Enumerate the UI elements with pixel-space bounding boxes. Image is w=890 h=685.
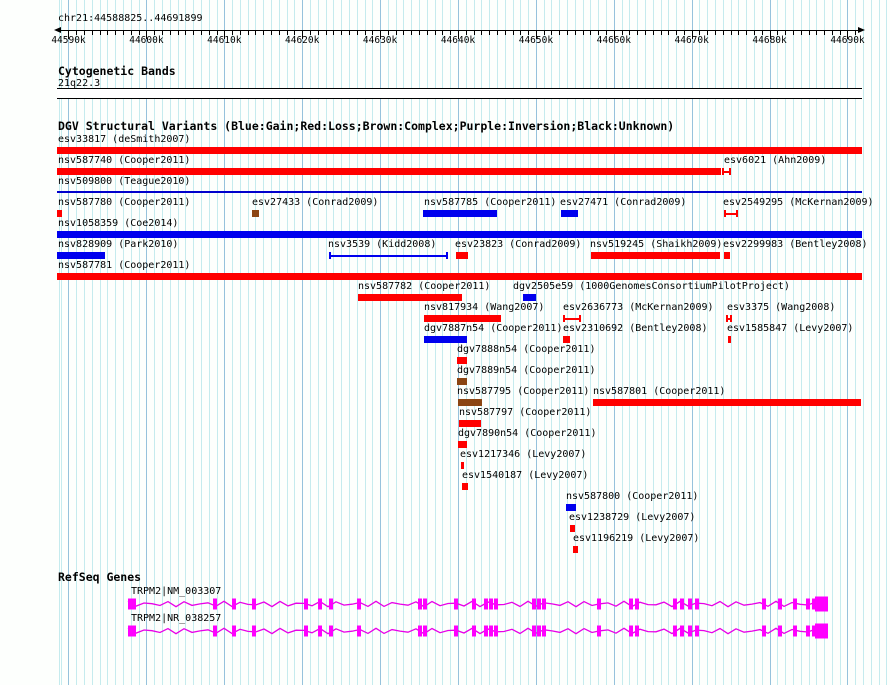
variant-label[interactable]: dgv7888n54 (Cooper2011) bbox=[457, 344, 596, 355]
gene-exon[interactable] bbox=[472, 626, 476, 637]
variant-glyph-box[interactable] bbox=[523, 294, 536, 301]
grid-line bbox=[365, 0, 366, 685]
grid-line bbox=[544, 0, 545, 685]
gene-exon[interactable] bbox=[232, 599, 236, 610]
grid-line bbox=[271, 0, 272, 685]
grid-line bbox=[489, 0, 490, 685]
grid-line bbox=[497, 0, 498, 685]
variant-label[interactable]: nsv509800 (Teague2010) bbox=[58, 176, 191, 187]
variant-glyph-box[interactable] bbox=[462, 483, 468, 490]
ruler-tick-label: 44670k bbox=[674, 35, 709, 46]
variant-label[interactable]: nsv587801 (Cooper2011) bbox=[593, 386, 726, 397]
gene-exon[interactable] bbox=[418, 626, 422, 637]
gene-exon[interactable] bbox=[304, 626, 308, 637]
grid-line bbox=[824, 0, 825, 685]
gene-exon[interactable] bbox=[673, 626, 677, 637]
variant-label[interactable]: esv2549295 (McKernan2009) bbox=[723, 197, 874, 208]
variant-glyph-box[interactable] bbox=[57, 168, 721, 175]
variant-label[interactable]: nsv587780 (Cooper2011) bbox=[58, 197, 191, 208]
dgv-track-header: DGV Structural Variants (Blue:Gain;Red:Loss;Brown:Complex;Purple:Inversion;Black:Unknown) bbox=[58, 119, 675, 133]
grid-line-major bbox=[847, 0, 848, 685]
variant-glyph-box[interactable] bbox=[458, 441, 467, 448]
ruler-minor-tick bbox=[653, 30, 654, 35]
gene-exon[interactable] bbox=[793, 599, 797, 610]
gene-exon[interactable] bbox=[688, 599, 692, 610]
ruler-minor-tick bbox=[341, 30, 342, 35]
gene-exon[interactable] bbox=[680, 626, 684, 637]
cytobands-header: Cytogenetic Bands bbox=[58, 64, 176, 78]
ruler-left-arrow-icon bbox=[54, 27, 61, 33]
variant-label[interactable]: esv27433 (Conrad2009) bbox=[252, 197, 379, 208]
variant-label[interactable]: esv3375 (Wang2008) bbox=[727, 302, 836, 313]
variant-label[interactable]: esv1585847 (Levy2007) bbox=[727, 323, 854, 334]
gene-exon[interactable] bbox=[680, 599, 684, 610]
variant-label[interactable]: esv33817 (deSmith2007) bbox=[58, 134, 191, 145]
grid-line-major bbox=[380, 0, 381, 685]
gene-exon[interactable] bbox=[128, 599, 132, 610]
ruler-minor-tick bbox=[255, 30, 256, 35]
grid-line bbox=[551, 0, 552, 685]
ibeam-connector bbox=[726, 318, 732, 320]
grid-line bbox=[419, 0, 420, 685]
grid-line bbox=[279, 0, 280, 685]
variant-glyph-box[interactable] bbox=[591, 252, 720, 259]
grid-line bbox=[326, 0, 327, 685]
ruler-minor-tick bbox=[178, 30, 179, 35]
grid-line bbox=[622, 0, 623, 685]
gene-exon[interactable] bbox=[542, 599, 546, 610]
gene-transcript-label[interactable]: TRPM2|NM_003307 bbox=[131, 586, 222, 597]
gene-exon[interactable] bbox=[695, 599, 699, 610]
grid-line bbox=[707, 0, 708, 685]
gene-exon[interactable] bbox=[357, 599, 361, 610]
grid-line bbox=[263, 0, 264, 685]
gene-exon[interactable] bbox=[778, 626, 782, 637]
gene-exon[interactable] bbox=[132, 626, 136, 637]
gene-exon[interactable] bbox=[489, 599, 493, 610]
variant-label[interactable]: esv2310692 (Bentley2008) bbox=[563, 323, 708, 334]
ibeam-connector bbox=[724, 213, 738, 215]
gene-exon[interactable] bbox=[629, 626, 633, 637]
grid-line bbox=[645, 0, 646, 685]
variant-glyph-tick[interactable] bbox=[728, 336, 731, 343]
grid-line bbox=[871, 0, 872, 685]
grid-line bbox=[590, 0, 591, 685]
gene-exon[interactable] bbox=[329, 599, 333, 610]
ruler-minor-tick bbox=[419, 30, 420, 35]
variant-glyph-box[interactable] bbox=[570, 525, 575, 532]
grid-line bbox=[559, 0, 560, 685]
variant-label[interactable]: esv1196219 (Levy2007) bbox=[573, 533, 700, 544]
grid-line bbox=[403, 0, 404, 685]
region-title: chr21:44588825..44691899 bbox=[58, 13, 203, 24]
refseq-header: RefSeq Genes bbox=[58, 570, 142, 584]
grid-line bbox=[162, 0, 163, 685]
grid-line bbox=[863, 0, 864, 685]
grid-line bbox=[840, 0, 841, 685]
variant-glyph-line[interactable] bbox=[57, 191, 862, 193]
grid-line bbox=[653, 0, 654, 685]
grid-line bbox=[248, 0, 249, 685]
variant-label[interactable]: nsv587785 (Cooper2011) bbox=[424, 197, 557, 208]
gene-exon[interactable] bbox=[357, 626, 361, 637]
gene-exon[interactable] bbox=[454, 599, 458, 610]
variant-label[interactable]: esv27471 (Conrad2009) bbox=[560, 197, 687, 208]
variant-glyph-box[interactable] bbox=[456, 252, 468, 259]
grid-line bbox=[715, 0, 716, 685]
grid-line bbox=[723, 0, 724, 685]
ruler-minor-tick bbox=[411, 30, 412, 35]
grid-line bbox=[341, 0, 342, 685]
grid-line bbox=[668, 0, 669, 685]
variant-glyph-box[interactable] bbox=[593, 399, 861, 406]
ruler-minor-tick bbox=[497, 30, 498, 35]
grid-line bbox=[528, 0, 529, 685]
variant-label[interactable]: esv2636773 (McKernan2009) bbox=[563, 302, 714, 313]
grid-line bbox=[801, 0, 802, 685]
variant-glyph-box[interactable] bbox=[561, 210, 578, 217]
grid-line bbox=[629, 0, 630, 685]
grid-line bbox=[738, 0, 739, 685]
gene-terminal-exon[interactable] bbox=[815, 597, 828, 612]
grid-line-major bbox=[536, 0, 537, 685]
grid-line bbox=[520, 0, 521, 685]
ruler-minor-tick bbox=[100, 30, 101, 35]
grid-line bbox=[785, 0, 786, 685]
gene-exon[interactable] bbox=[318, 626, 322, 637]
grid-line bbox=[318, 0, 319, 685]
grid-line bbox=[201, 0, 202, 685]
variant-label[interactable]: nsv587800 (Cooper2011) bbox=[566, 491, 699, 502]
grid-line bbox=[886, 0, 887, 685]
ruler-minor-tick bbox=[809, 30, 810, 35]
ruler-tick-label: 44600k bbox=[129, 35, 164, 46]
variant-glyph-box[interactable] bbox=[358, 294, 462, 301]
gene-exon[interactable] bbox=[232, 626, 236, 637]
variant-glyph-box[interactable] bbox=[252, 210, 259, 217]
gene-exon[interactable] bbox=[635, 599, 639, 610]
gene-exon[interactable] bbox=[635, 626, 639, 637]
grid-line bbox=[287, 0, 288, 685]
gene-exon[interactable] bbox=[213, 599, 217, 610]
gene-exon[interactable] bbox=[793, 626, 797, 637]
gene-terminal-exon[interactable] bbox=[815, 624, 828, 639]
cytoband-box[interactable] bbox=[57, 88, 862, 99]
grid-line bbox=[575, 0, 576, 685]
grid-line bbox=[746, 0, 747, 685]
ruler-minor-tick bbox=[185, 30, 186, 35]
grid-line bbox=[699, 0, 700, 685]
grid-line bbox=[583, 0, 584, 685]
gene-exon[interactable] bbox=[688, 626, 692, 637]
gene-exon[interactable] bbox=[597, 626, 601, 637]
grid-line bbox=[754, 0, 755, 685]
ibeam-connector bbox=[563, 318, 581, 320]
variant-glyph-box[interactable] bbox=[57, 252, 105, 259]
grid-line bbox=[349, 0, 350, 685]
grid-line bbox=[193, 0, 194, 685]
ruler-minor-tick bbox=[567, 30, 568, 35]
gene-exon[interactable] bbox=[673, 599, 677, 610]
variant-glyph-box[interactable] bbox=[457, 357, 467, 364]
variant-glyph-ibeam[interactable] bbox=[722, 168, 731, 175]
ruler-tick-label: 44640k bbox=[440, 35, 476, 46]
variant-glyph-tick[interactable] bbox=[461, 462, 464, 469]
grid-line bbox=[333, 0, 334, 685]
variant-label[interactable]: nsv828909 (Park2010) bbox=[58, 239, 179, 250]
gene-exon[interactable] bbox=[532, 599, 536, 610]
ruler-tick-label: 44590k bbox=[51, 35, 86, 46]
grid-line bbox=[505, 0, 506, 685]
variant-label[interactable]: nsv587795 (Cooper2011) bbox=[457, 386, 590, 397]
gene-exon[interactable] bbox=[213, 626, 217, 637]
grid-line bbox=[777, 0, 778, 685]
grid-line bbox=[855, 0, 856, 685]
gene-exon[interactable] bbox=[318, 599, 322, 610]
ruler-minor-tick bbox=[107, 30, 108, 35]
grid-line bbox=[598, 0, 599, 685]
ruler-minor-tick bbox=[801, 30, 802, 35]
variant-glyph-box[interactable] bbox=[724, 252, 730, 259]
ruler-tick-label: 44690k bbox=[830, 35, 865, 46]
variant-label[interactable]: nsv587797 (Cooper2011) bbox=[459, 407, 592, 418]
grid-line bbox=[411, 0, 412, 685]
variant-label[interactable]: dgv7887n54 (Cooper2011) bbox=[424, 323, 563, 334]
grid-line-major bbox=[146, 0, 147, 685]
grid-line bbox=[832, 0, 833, 685]
grid-line bbox=[240, 0, 241, 685]
gene-exon[interactable] bbox=[304, 599, 308, 610]
gene-exon[interactable] bbox=[537, 599, 541, 610]
ruler-minor-tick bbox=[333, 30, 334, 35]
ruler-right-arrow-icon bbox=[858, 27, 865, 33]
gene-exon[interactable] bbox=[128, 626, 132, 637]
ruler-tick-label: 44620k bbox=[285, 35, 320, 46]
ruler-tick-label: 44610k bbox=[207, 35, 242, 46]
grid-line-major bbox=[770, 0, 771, 685]
variant-glyph-ibeam[interactable] bbox=[726, 315, 732, 322]
ruler-minor-tick bbox=[645, 30, 646, 35]
variant-label[interactable]: esv1238729 (Levy2007) bbox=[569, 512, 696, 523]
variant-glyph-box[interactable] bbox=[563, 336, 570, 343]
variant-glyph-box[interactable] bbox=[57, 147, 862, 154]
ruler-tick-label: 44680k bbox=[752, 35, 787, 46]
grid-line bbox=[185, 0, 186, 685]
grid-line bbox=[154, 0, 155, 685]
grid-line bbox=[816, 0, 817, 685]
variant-glyph-box[interactable] bbox=[57, 210, 62, 217]
gene-exon[interactable] bbox=[423, 626, 427, 637]
gene-exon[interactable] bbox=[695, 626, 699, 637]
cytoband-label[interactable]: 21q22.3 bbox=[58, 78, 101, 89]
variant-label[interactable]: nsv3539 (Kidd2008) bbox=[328, 239, 437, 250]
grid-line-major bbox=[692, 0, 693, 685]
gene-exon[interactable] bbox=[762, 626, 766, 637]
variant-glyph-box[interactable] bbox=[57, 231, 862, 238]
grid-line bbox=[793, 0, 794, 685]
ibeam-connector bbox=[329, 255, 448, 257]
variant-label[interactable]: nsv1058359 (Coe2014) bbox=[58, 218, 179, 229]
variant-label[interactable]: dgv7889n54 (Cooper2011) bbox=[457, 365, 596, 376]
variant-label[interactable]: esv1217346 (Levy2007) bbox=[460, 449, 587, 460]
grid-line bbox=[310, 0, 311, 685]
variant-glyph-box[interactable] bbox=[423, 210, 497, 217]
ibeam-connector bbox=[722, 171, 731, 173]
grid-line bbox=[217, 0, 218, 685]
ruler-minor-tick bbox=[489, 30, 490, 35]
gene-exon[interactable] bbox=[537, 626, 541, 637]
variant-glyph-box[interactable] bbox=[458, 399, 482, 406]
variant-label[interactable]: nsv817934 (Wang2007) bbox=[424, 302, 545, 313]
gene-exon[interactable] bbox=[472, 599, 476, 610]
grid-line bbox=[178, 0, 179, 685]
grid-line bbox=[209, 0, 210, 685]
grid-line bbox=[474, 0, 475, 685]
variant-label[interactable]: nsv519245 (Shaikh2009) bbox=[590, 239, 723, 250]
grid-line-major bbox=[224, 0, 225, 685]
variant-glyph-box[interactable] bbox=[457, 378, 467, 385]
variant-glyph-box[interactable] bbox=[566, 504, 576, 511]
grid-line bbox=[388, 0, 389, 685]
variant-label[interactable]: esv6021 (Ahn2009) bbox=[724, 155, 827, 166]
variant-label[interactable]: dgv7890n54 (Cooper2011) bbox=[458, 428, 597, 439]
ruler-minor-tick bbox=[731, 30, 732, 35]
ruler-minor-tick bbox=[575, 30, 576, 35]
grid-line bbox=[809, 0, 810, 685]
variant-glyph-ibeam[interactable] bbox=[329, 252, 448, 259]
grid-line bbox=[606, 0, 607, 685]
gene-exon[interactable] bbox=[252, 626, 256, 637]
gene-exon[interactable] bbox=[423, 599, 427, 610]
variant-label[interactable]: nsv587781 (Cooper2011) bbox=[58, 260, 191, 271]
ruler-tick-label: 44660k bbox=[596, 35, 631, 46]
variant-label[interactable]: esv1540187 (Levy2007) bbox=[462, 470, 589, 481]
gene-exon[interactable] bbox=[132, 599, 136, 610]
grid-line bbox=[676, 0, 677, 685]
gene-exon[interactable] bbox=[329, 626, 333, 637]
gene-exon[interactable] bbox=[597, 599, 601, 610]
ruler-tick-label: 44630k bbox=[362, 35, 398, 46]
gene-exon[interactable] bbox=[418, 599, 422, 610]
variant-label[interactable]: esv2299983 (Bentley2008) bbox=[723, 239, 868, 250]
grid-line bbox=[255, 0, 256, 685]
gene-exon[interactable] bbox=[806, 599, 810, 610]
variant-glyph-box[interactable] bbox=[459, 420, 481, 427]
variant-glyph-box[interactable] bbox=[424, 336, 467, 343]
variant-label[interactable]: dgv2505e59 (1000GenomesConsortiumPilotProject) bbox=[513, 281, 790, 292]
gene-transcript-label[interactable]: TRPM2|NR_038257 bbox=[131, 613, 222, 624]
variant-glyph-box[interactable] bbox=[573, 546, 578, 553]
gene-exon[interactable] bbox=[484, 599, 488, 610]
ruler-minor-tick bbox=[263, 30, 264, 35]
variant-glyph-ibeam[interactable] bbox=[563, 315, 581, 322]
variant-glyph-box[interactable] bbox=[57, 273, 862, 280]
gene-exon[interactable] bbox=[532, 626, 536, 637]
grid-line bbox=[170, 0, 171, 685]
variant-label[interactable]: nsv587782 (Cooper2011) bbox=[358, 281, 491, 292]
gene-exon[interactable] bbox=[494, 599, 498, 610]
grid-line bbox=[661, 0, 662, 685]
grid-line bbox=[481, 0, 482, 685]
gene-exon[interactable] bbox=[484, 626, 488, 637]
grid-line bbox=[513, 0, 514, 685]
grid-line bbox=[879, 0, 880, 685]
ruler-tick-label: 44650k bbox=[518, 35, 554, 46]
grid-line bbox=[294, 0, 295, 685]
grid-line bbox=[357, 0, 358, 685]
variant-glyph-ibeam[interactable] bbox=[724, 210, 738, 217]
gene-exon[interactable] bbox=[806, 626, 810, 637]
gene-exon[interactable] bbox=[629, 599, 633, 610]
variant-label[interactable]: esv23823 (Conrad2009) bbox=[455, 239, 582, 250]
ruler-minor-tick bbox=[723, 30, 724, 35]
grid-line bbox=[684, 0, 685, 685]
gene-exon[interactable] bbox=[252, 599, 256, 610]
grid-line-major bbox=[302, 0, 303, 685]
gene-exon[interactable] bbox=[454, 626, 458, 637]
gene-exon[interactable] bbox=[494, 626, 498, 637]
variant-glyph-box[interactable] bbox=[424, 315, 501, 322]
variant-label[interactable]: nsv587740 (Cooper2011) bbox=[58, 155, 191, 166]
gene-exon[interactable] bbox=[489, 626, 493, 637]
gene-exon[interactable] bbox=[762, 599, 766, 610]
grid-line bbox=[637, 0, 638, 685]
grid-line-major bbox=[614, 0, 615, 685]
grid-line bbox=[372, 0, 373, 685]
grid-line bbox=[396, 0, 397, 685]
grid-line bbox=[232, 0, 233, 685]
grid-line bbox=[762, 0, 763, 685]
gene-exon[interactable] bbox=[542, 626, 546, 637]
gene-exon[interactable] bbox=[778, 599, 782, 610]
